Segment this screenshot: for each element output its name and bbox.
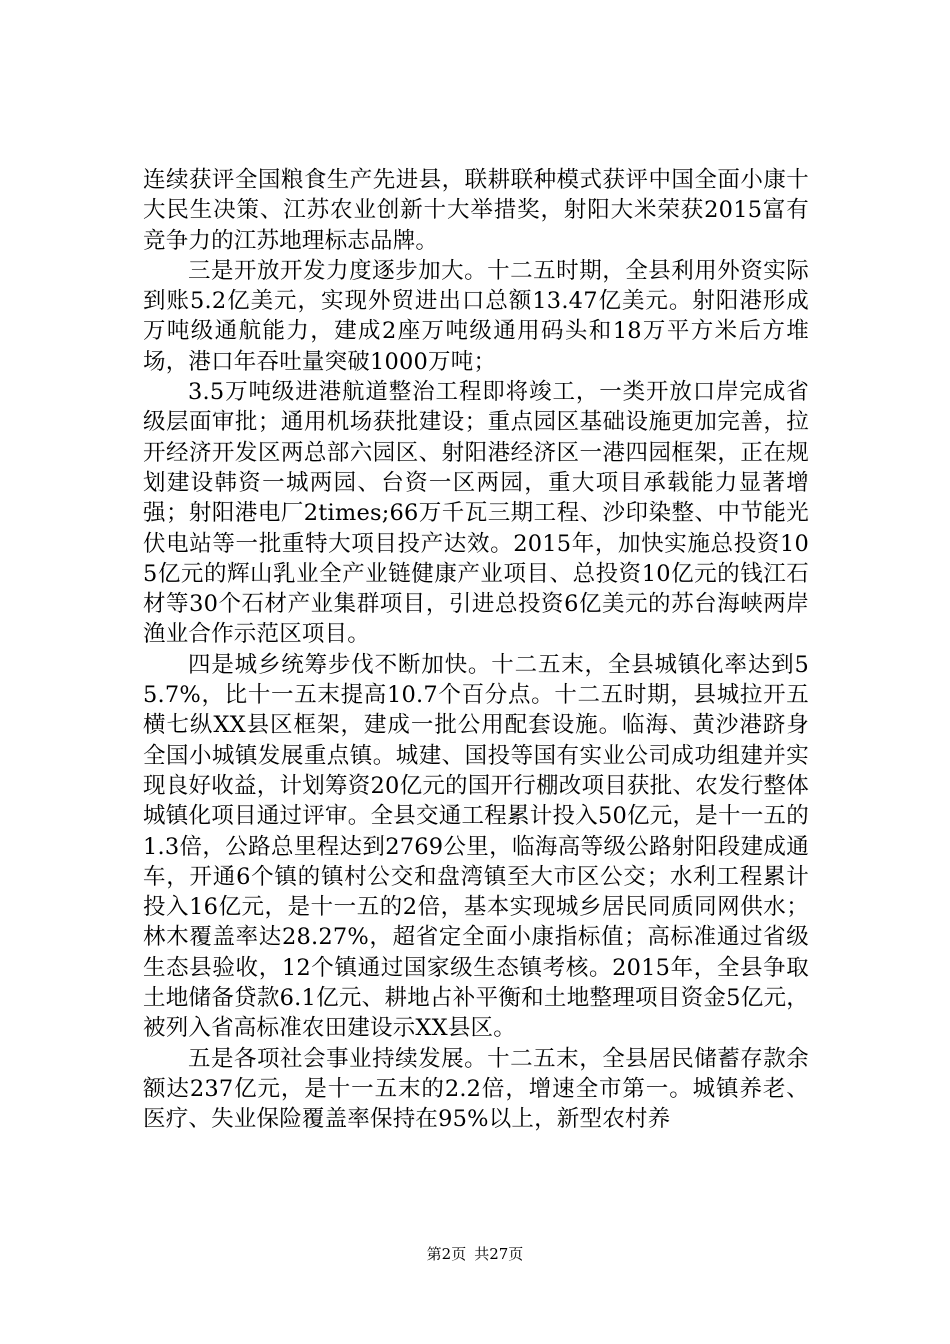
paragraph-social-undertakings: 五是各项社会事业持续发展。十二五末，全县居民储蓄存款余额达237亿元，是十一五末的2.2倍，增速全市第一。城镇养老、医疗、失业保险覆盖率保持在95%以上，新型农村养 (143, 1045, 809, 1133)
paragraph-continuation: 连续获评全国粮食生产先进县，联耕联种模式获评中国全面小康十大民生决策、江苏农业创新十大举措奖，射阳大米荣获2015富有竞争力的江苏地理标志品牌。 (143, 167, 809, 254)
paragraph-port-and-projects: 3.5万吨级进港航道整治工程即将竣工，一类开放口岸完成省级层面审批；通用机场获批建设；重点园区基础设施更加完善，拉开经济开发区两总部六园区、射阳港经济区一港四园框架，正在规划建设韩资一城两园、台资一区两园，重大项目承载能力显著增强；射阳港电厂2times;66万千瓦三期工程、沙印染整、中节能光伏电站等一批重特大项目投产达效。2015年，加快实施总投资105亿元的辉山乳业全产业链健康产业项目、总投资10亿元的钱江石材等30个石材产业集群项目，引进总投资6亿美元的苏台海峡两岸渔业合作示范区项目。 (143, 379, 809, 648)
paragraph-opening-development: 三是开放开发力度逐步加大。十二五时期，全县利用外资实际到账5.2亿美元，实现外贸进出口总额13.47亿美元。射阳港形成万吨级通航能力，建成2座万吨级通用码头和18万平方米后方堆场，港口年吞吐量突破1000万吨； (143, 257, 809, 375)
page-number: 第2页 (426, 1245, 467, 1263)
page-footer (0, 1244, 950, 1264)
page-total: 共27页 (474, 1245, 524, 1263)
paragraph-urban-rural-integration: 四是城乡统筹步伐不断加快。十二五末，全县城镇化率达到55.7%，比十一五末提高10.7个百分点。十二五时期，县城拉开五横七纵XX县区框架，建成一批公用配套设施。临海、黄沙港跻身全国小城镇发展重点镇。城建、国投等国有实业公司成功组建并实现良好收益，计划筹资20亿元的国开行棚改项目获批、农发行整体城镇化项目通过评审。全县交通工程累计投入50亿元，是十一五的1.3倍，公路总里程达到2769公里，临海高等级公路射阳段建成通车，开通6个镇的镇村公交和盘湾镇至大市区公交；水利工程累计投入16亿元，是十一五的2倍，基本实现城乡居民同质同网供水；林木覆盖率达28.27%，超省定全面小康指标值；高标准通过省级生态县验收，12个镇通过国家级生态镇考核。2015年，全县争取土地储备贷款6.1亿元、耕地占补平衡和土地整理项目资金5亿元，被列入省高标准农田建设示XX县区。 (143, 651, 809, 1042)
document-body (143, 165, 809, 1135)
